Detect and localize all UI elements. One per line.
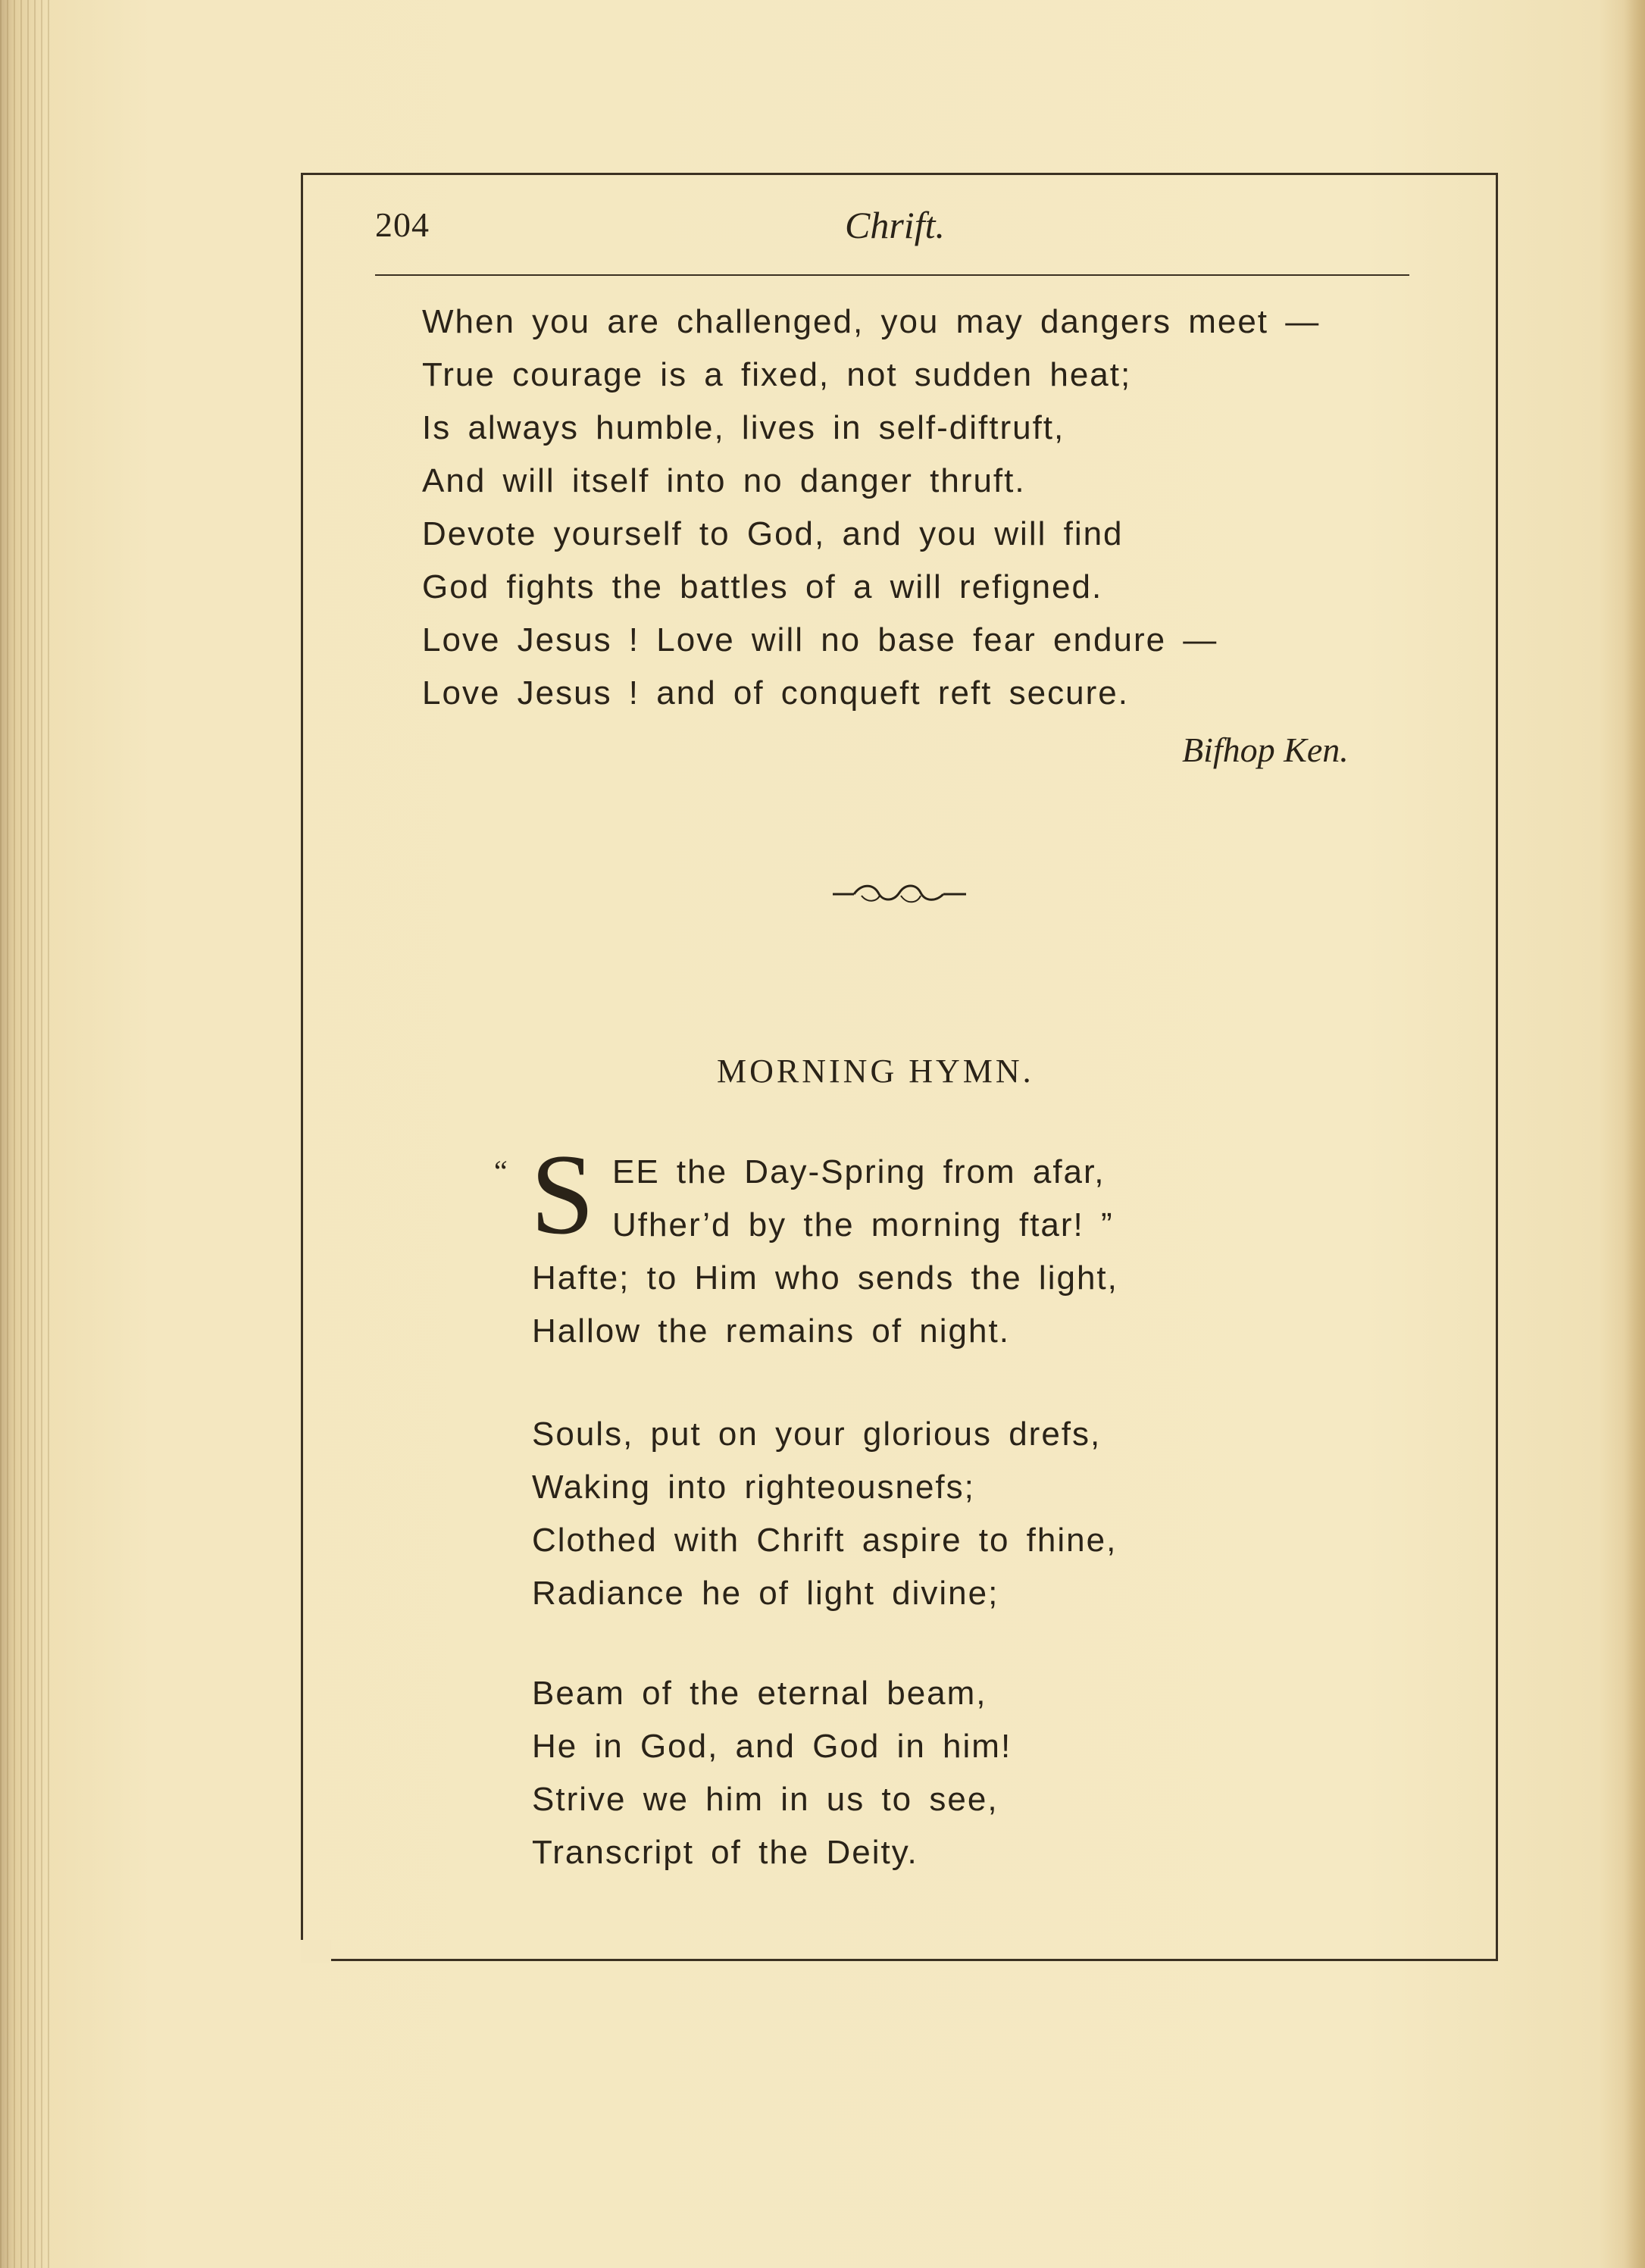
hymn-line: He in God, and God in him!: [532, 1728, 1012, 1765]
hymn-line: Ufher’d by the morning ftar! ”: [612, 1206, 1114, 1243]
hymn-line: Souls, put on your glorious drefs,: [532, 1416, 1102, 1453]
page-number: 204: [375, 205, 430, 244]
poem-line: Devote yourself to God, and you will find: [422, 515, 1124, 552]
hymn-line: Hafte; to Him who sends the light,: [532, 1259, 1118, 1297]
frame-corner-gap: [301, 1940, 331, 1963]
hymn-title: MORNING HYMN.: [717, 1053, 1034, 1090]
hymn-line: Hallow the remains of night.: [532, 1312, 1010, 1350]
poem-line: True courage is a fixed, not sudden heat;: [422, 356, 1132, 393]
poem-line: Love Jesus ! Love will no base fear endure —: [422, 621, 1218, 659]
poem-line: Love Jesus ! and of conqueft reft secure.: [422, 674, 1129, 712]
hymn-line: Beam of the eternal beam,: [532, 1675, 987, 1712]
poem-attribution: Bifhop Ken.: [1182, 730, 1349, 769]
page-header: [375, 203, 1409, 256]
hymn-line: Clothed with Chrift aspire to fhine,: [532, 1522, 1118, 1559]
drop-cap-letter: S: [530, 1131, 595, 1258]
running-title: Chrift.: [845, 204, 945, 246]
hymn-line: Transcript of the Deity.: [532, 1834, 918, 1871]
poem-line: When you are challenged, you may dangers meet —: [422, 303, 1321, 340]
hymn-line: Radiance he of light divine;: [532, 1575, 999, 1612]
poem-line: And will itself into no danger thruft.: [422, 462, 1026, 499]
printer-fleuron-icon: [831, 879, 968, 909]
hymn-line: Strive we him in us to see,: [532, 1781, 999, 1818]
page-right-edge: [1624, 0, 1645, 2268]
page-binding-edge: [0, 0, 53, 2268]
opening-quote-mark: “: [494, 1154, 508, 1188]
poem-line: Is always humble, lives in self-diftruft,: [422, 409, 1065, 446]
poem-line: God fights the battles of a will refigned.: [422, 568, 1103, 605]
hymn-line: EE the Day-Spring from afar,: [612, 1153, 1106, 1190]
hymn-line: Waking into righteousnefs;: [532, 1469, 975, 1506]
header-rule: [375, 274, 1409, 276]
